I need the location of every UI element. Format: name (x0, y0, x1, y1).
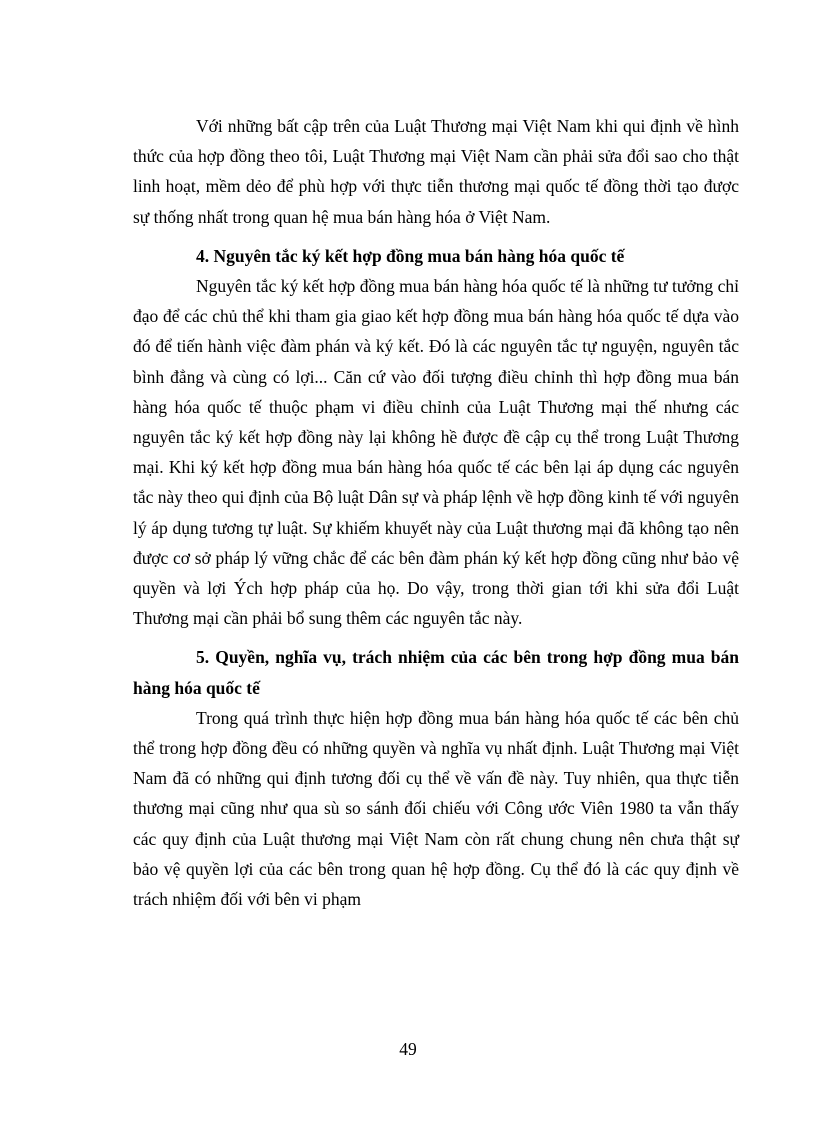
section-heading-4: 4. Nguyên tắc ký kết hợp đồng mua bán hàng hóa quốc tế (196, 245, 625, 266)
page-number: 49 (399, 1039, 417, 1059)
document-body (133, 111, 739, 914)
paragraph-contracting-principles: Nguyên tắc ký kết hợp đồng mua bán hàng hóa quốc tế là những tư tưởng chỉ đạo để các chủ thể khi tham gia giao kết hợp đồng mua bán hàng hóa quốc tế dựa vào đó để tiến hành việc đàm phán và ký kết. Đó là các nguyên tắc tự nguyện, nguyên tắc bình đẳng và cùng có lợi... Căn cứ vào đối tượng điều chỉnh thì hợp đồng mua bán hàng hóa quốc tế thuộc phạm vi điều chỉnh của Luật Thương mại thế nhưng các nguyên tắc ký kết hợp đồng này lại không hề được đề cập cụ thể trong Luật Thương mại. Khi ký kết hợp đồng mua bán hàng hóa quốc tế các bên lại áp dụng các nguyên tắc này theo qui định của Bộ luật Dân sự và pháp lệnh về hợp đồng kinh tế với nguyên lý áp dụng tương tự luật. Sự khiếm khuyết này của Luật thương mại đã không tạo nên được cơ sở pháp lý vững chắc để các bên đàm phán ký kết hợp đồng cũng như bảo vệ quyền và lợi Ých hợp pháp của họ. Do vậy, trong thời gian tới khi sửa đổi Luật Thương mại cần phải bổ sung thêm các nguyên tắc này. (133, 276, 739, 629)
paragraph-rights-obligations: Trong quá trình thực hiện hợp đồng mua bán hàng hóa quốc tế các bên chủ thể trong hợp đồng đều có những quyền và nghĩa vụ nhất định. Luật Thương mại Việt Nam đã có những qui định tương đối cụ thể về vấn đề này. Tuy nhiên, qua thực tiễn thương mại cũng như qua sù so sánh đối chiếu với Công ước Viên 1980 ta vẫn thấy các quy định của Luật thương mại Việt Nam còn rất chung chung nên chưa thật sự bảo vệ quyền lợi của các bên trong quan hệ hợp đồng. Cụ thể đó là các quy định về trách nhiệm đối với bên vi phạm (133, 707, 739, 910)
paragraph-contract-form-conclusion: Với những bất cập trên của Luật Thương mại Việt Nam khi qui định về hình thức của hợp đồng theo tôi, Luật Thương mại Việt Nam cần phải sửa đổi sao cho thật linh hoạt, mềm dẻo để phù hợp với thực tiễn thương mại quốc tế đồng thời tạo được sự thống nhất trong quan hệ mua bán hàng hóa ở Việt Nam. (133, 116, 739, 227)
section-heading-5: 5. Quyền, nghĩa vụ, trách nhiệm của các bên trong hợp đồng mua bán hàng hóa quốc tế (133, 647, 739, 698)
